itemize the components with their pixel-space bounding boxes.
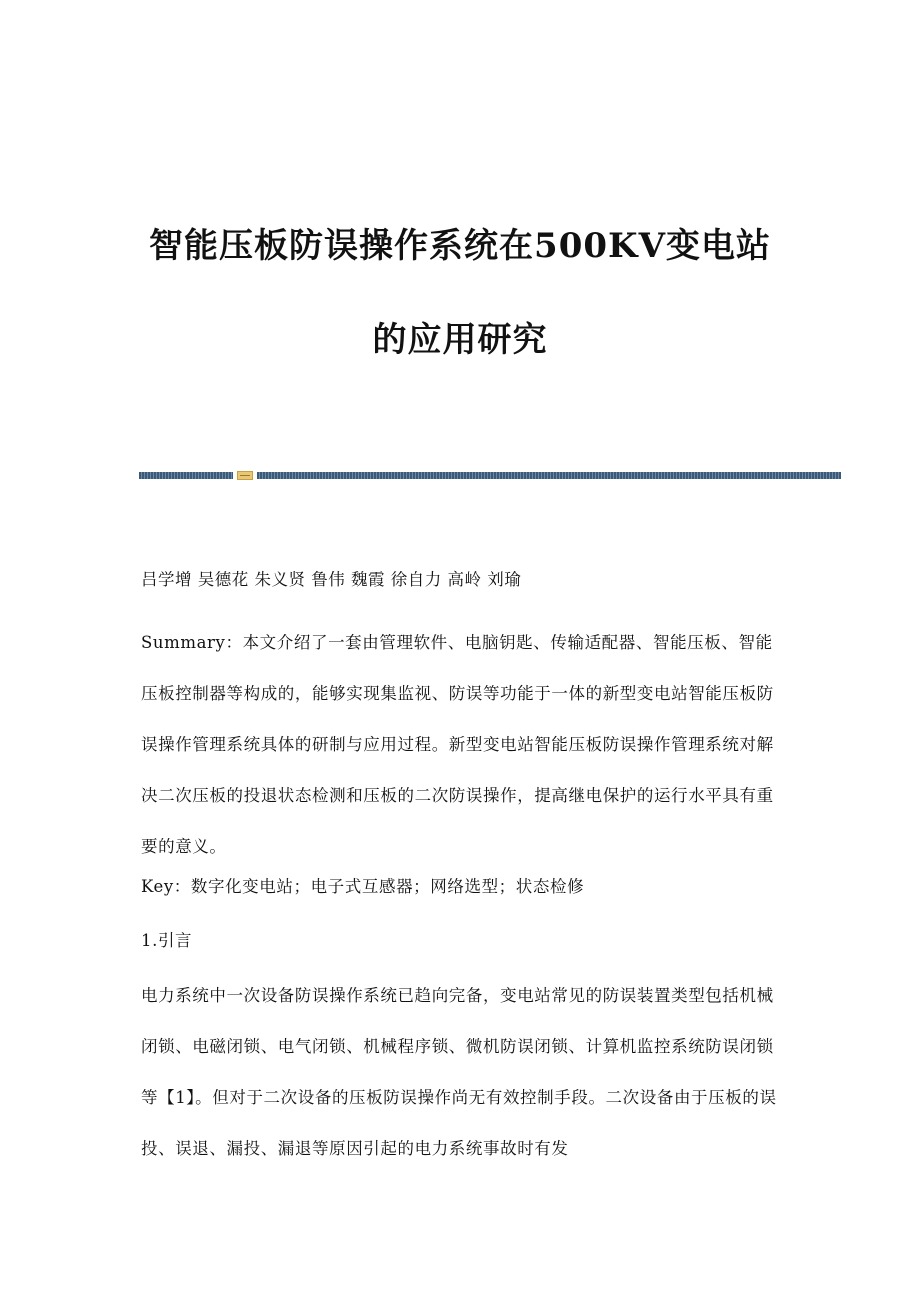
decorative-divider bbox=[139, 471, 841, 480]
section-heading: 1.引言 bbox=[141, 931, 193, 950]
author-list: 吕学增 吴德花 朱义贤 鲁伟 魏霞 徐自力 高岭 刘瑜 bbox=[141, 570, 522, 589]
summary-text: 本文介绍了一套由管理软件、电脑钥匙、传输适配器、智能压板、智能压板控制器等构成的，能够实现集监视、防误等功能于一体的新型变电站智能压板防误操作管理系统具体的研制与应用过程。新型变电站智能压板防误操作管理系统对解决二次压板的投退状态检测和压板的二次防误操作，提高继电保护的运行水平具有重要的意义。 bbox=[141, 633, 774, 856]
divider-emblem-icon bbox=[237, 471, 253, 480]
keywords-text: 数字化变电站；电子式互感器；网络选型；状态检修 bbox=[190, 877, 585, 896]
summary-paragraph bbox=[141, 617, 781, 872]
summary-label: Summary： bbox=[141, 633, 243, 652]
paper-title-line-1: 智能压板防误操作系统在500KV变电站 bbox=[149, 226, 771, 266]
keywords-label: Key： bbox=[141, 877, 191, 896]
intro-paragraph: 电力系统中一次设备防误操作系统已趋向完备，变电站常见的防误装置类型包括机械闭锁、电磁闭锁、电气闭锁、机械程序锁、微机防误闭锁、计算机监控系统防误闭锁等【1】。但对于二次设备的压板防误操作尚无有效控制手段。二次设备由于压板的误投、误退、漏投、漏退等原因引起的电力系统事故时有发 bbox=[141, 986, 777, 1158]
keywords-paragraph bbox=[141, 861, 781, 912]
divider-bar-right bbox=[257, 472, 841, 479]
paper-title-line-2: 的应用研究 bbox=[372, 320, 548, 360]
divider-bar-left bbox=[139, 472, 233, 479]
